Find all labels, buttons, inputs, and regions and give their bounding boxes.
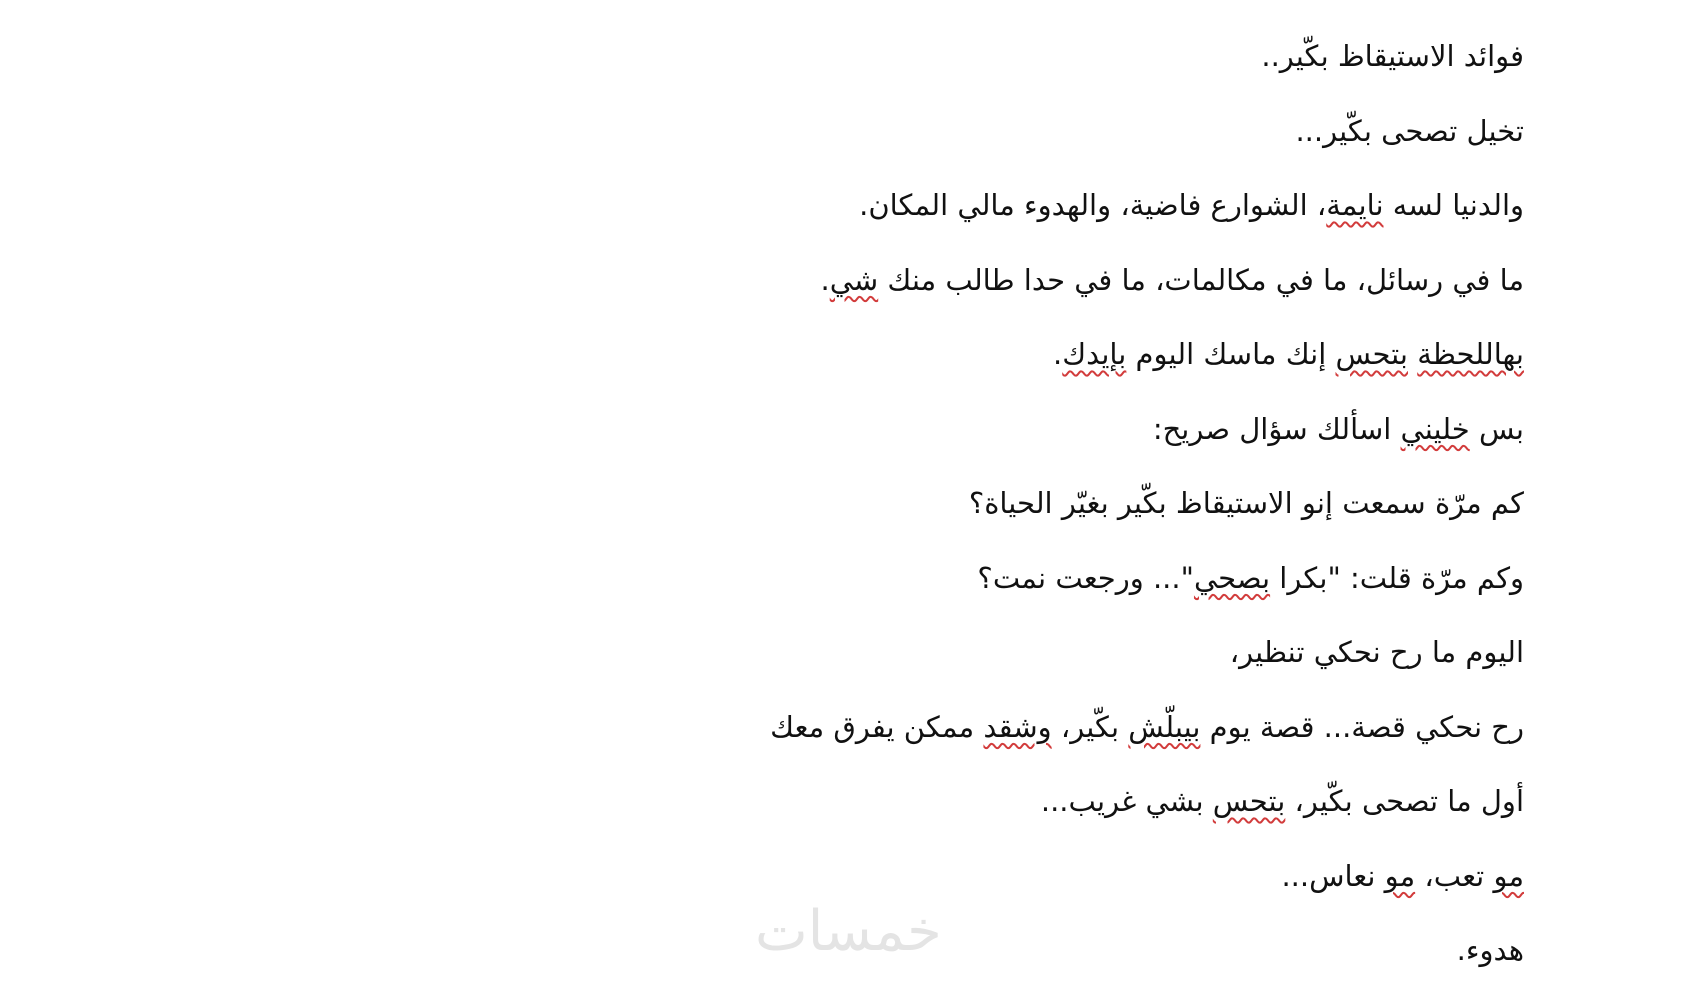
paragraph-line [374,630,1524,705]
text-run: نعاس... [1281,858,1385,893]
text-run: أول ما تصحى بكّير، [1285,784,1524,818]
text-run: تعب، [1415,858,1494,893]
misspelled-word[interactable]: مو [1493,858,1524,893]
text-run: إنك ماسك اليوم [1126,337,1336,371]
paragraph-line [374,779,1524,854]
text-run: ، الشوارع فاضية، والهدوء مالي المكان. [859,188,1327,222]
paragraph-line [374,556,1524,631]
text-run: . [820,262,830,297]
misspelled-word[interactable]: بصحي [1193,560,1271,595]
misspelled-word[interactable]: وشقد [983,709,1052,744]
misspelled-word[interactable]: بيبلّش [1128,709,1201,744]
text-run: فوائد الاستيقاظ بكّير.. [1261,39,1524,73]
text-run: كم مرّة سمعت إنو الاستيقاظ بكّير بغيّر الحياة؟ [968,486,1524,520]
document-body[interactable] [374,34,1524,1003]
paragraph-line [374,183,1524,258]
text-run: هدوء. [1456,933,1524,967]
text-run: رح نحكي قصة... قصة يوم [1200,709,1524,744]
paragraph-line [374,407,1524,482]
text-run: بشي غريب... [1040,784,1213,818]
text-run: بكّير، [1051,709,1129,744]
text-run: وكم مرّة قلت: "بكرا [1270,560,1524,595]
paragraph-line [374,332,1524,407]
text-run: بس [1469,411,1524,446]
text-run: . [1053,337,1063,371]
paragraph-line [374,109,1524,184]
misspelled-word[interactable]: بهاللحظة [1417,337,1524,371]
paragraph-line [374,705,1524,780]
paragraph-line [374,481,1524,556]
paragraph-line [374,928,1524,1003]
paragraph-line [374,854,1524,929]
text-run [1408,337,1417,371]
misspelled-word[interactable]: نايمة [1326,188,1384,222]
text-run: تخيل تصحى بكّير... [1295,113,1524,148]
text-run: ممكن يفرق معك [770,709,984,744]
text-run: والدنيا لسه [1383,188,1524,222]
misspelled-word[interactable]: خليني [1400,411,1470,446]
paragraph-line [374,34,1524,109]
misspelled-word[interactable]: بتحس [1335,337,1408,371]
misspelled-word[interactable]: مو [1384,858,1416,893]
text-run: اسألك سؤال صريح: [1152,411,1401,446]
text-run: اليوم ما رح نحكي تنظير، [1229,635,1524,669]
paragraph-line [374,258,1524,333]
misspelled-word[interactable]: بتحس [1212,784,1286,818]
text-run: ما في رسائل، ما في مكالمات، ما في حدا طالب منك [878,262,1524,297]
watermark-logo: خمسات [755,899,942,964]
text-run: "... ورجعت نمت؟ [977,560,1194,595]
misspelled-word[interactable]: بإيدك [1062,337,1127,371]
misspelled-word[interactable]: شي [829,262,879,297]
